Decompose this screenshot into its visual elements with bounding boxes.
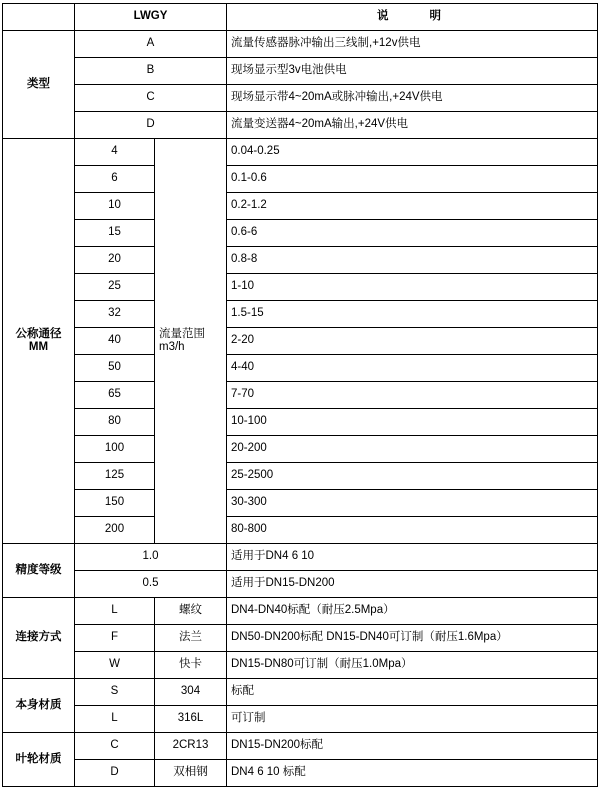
code-cell: B xyxy=(75,58,227,85)
table-row xyxy=(3,220,598,247)
desc-cell: 7-70 xyxy=(227,382,598,409)
table-row xyxy=(3,58,598,85)
mid-cell: 快卡 xyxy=(155,652,227,679)
table-row xyxy=(3,409,598,436)
table-row xyxy=(3,355,598,382)
desc-cell: 可订制 xyxy=(227,706,598,733)
code-cell: A xyxy=(75,31,227,58)
code-cell: S xyxy=(75,679,155,706)
code-cell: 150 xyxy=(75,490,155,517)
code-cell: 1.0 xyxy=(75,544,227,571)
mid-cell: 304 xyxy=(155,679,227,706)
row-label-impeller-material: 叶轮材质 xyxy=(3,733,75,787)
table-row xyxy=(3,571,598,598)
desc-cell: 0.8-8 xyxy=(227,247,598,274)
table-row xyxy=(3,652,598,679)
code-cell: 25 xyxy=(75,274,155,301)
desc-cell: DN50-DN200标配 DN15-DN40可订制（耐压1.6Mpa） xyxy=(227,625,598,652)
table-row xyxy=(3,706,598,733)
code-cell: 4 xyxy=(75,139,155,166)
desc-cell: 2-20 xyxy=(227,328,598,355)
code-cell: 40 xyxy=(75,328,155,355)
row-label-accuracy-class: 精度等级 xyxy=(3,544,75,598)
code-cell: C xyxy=(75,733,155,760)
desc-cell: 4-40 xyxy=(227,355,598,382)
table-row xyxy=(3,301,598,328)
table-row xyxy=(3,733,598,760)
table-row xyxy=(3,544,598,571)
desc-cell: 0.6-6 xyxy=(227,220,598,247)
header-model: LWGY xyxy=(75,4,227,31)
row-label-type: 类型 xyxy=(3,31,75,139)
header-blank xyxy=(3,4,75,31)
code-cell: D xyxy=(75,760,155,787)
code-cell: 0.5 xyxy=(75,571,227,598)
code-cell: 32 xyxy=(75,301,155,328)
desc-cell: 20-200 xyxy=(227,436,598,463)
table-row xyxy=(3,679,598,706)
mid-cell: 双相钢 xyxy=(155,760,227,787)
desc-cell: 适用于DN4 6 10 xyxy=(227,544,598,571)
desc-cell: 10-100 xyxy=(227,409,598,436)
table-row xyxy=(3,247,598,274)
code-cell: 10 xyxy=(75,193,155,220)
table-row xyxy=(3,382,598,409)
code-cell: 15 xyxy=(75,220,155,247)
desc-cell: 标配 xyxy=(227,679,598,706)
table-row xyxy=(3,274,598,301)
code-cell: C xyxy=(75,85,227,112)
mid-cell: 316L xyxy=(155,706,227,733)
desc-cell: 1-10 xyxy=(227,274,598,301)
table-row xyxy=(3,517,598,544)
table-row xyxy=(3,436,598,463)
desc-cell: 现场显示带4~20mA或脉冲输出,+24V供电 xyxy=(227,85,598,112)
row-label-connection-type: 连接方式 xyxy=(3,598,75,679)
table-row xyxy=(3,139,598,166)
table-row xyxy=(3,193,598,220)
desc-cell: DN15-DN200标配 xyxy=(227,733,598,760)
code-cell: 6 xyxy=(75,166,155,193)
desc-cell: 80-800 xyxy=(227,517,598,544)
table-row xyxy=(3,760,598,787)
table-row xyxy=(3,490,598,517)
desc-cell: 30-300 xyxy=(227,490,598,517)
table-row xyxy=(3,166,598,193)
mid-cell: 法兰 xyxy=(155,625,227,652)
desc-cell: 流量传感器脉冲输出三线制,+12v供电 xyxy=(227,31,598,58)
header-description: 说 明 xyxy=(227,4,598,31)
table-row xyxy=(3,598,598,625)
desc-cell: DN4-DN40标配（耐压2.5Mpa） xyxy=(227,598,598,625)
row-label-nominal-diameter: 公称通径 MM xyxy=(3,139,75,544)
code-cell: L xyxy=(75,706,155,733)
code-cell: W xyxy=(75,652,155,679)
code-cell: 100 xyxy=(75,436,155,463)
table-header-row xyxy=(3,4,598,31)
desc-cell: 1.5-15 xyxy=(227,301,598,328)
row-label-body-material: 本身材质 xyxy=(3,679,75,733)
table-row xyxy=(3,112,598,139)
table-row xyxy=(3,328,598,355)
code-cell: 80 xyxy=(75,409,155,436)
code-cell: 125 xyxy=(75,463,155,490)
code-cell: 50 xyxy=(75,355,155,382)
table-row xyxy=(3,625,598,652)
code-cell: F xyxy=(75,625,155,652)
code-cell: L xyxy=(75,598,155,625)
code-cell: 200 xyxy=(75,517,155,544)
desc-cell: 0.2-1.2 xyxy=(227,193,598,220)
code-cell: 65 xyxy=(75,382,155,409)
table-row xyxy=(3,31,598,58)
code-cell: D xyxy=(75,112,227,139)
mid-cell: 螺纹 xyxy=(155,598,227,625)
desc-cell: DN15-DN80可订制（耐压1.0Mpa） xyxy=(227,652,598,679)
flow-range-label: 流量范围 m3/h xyxy=(155,139,227,544)
specification-table xyxy=(2,3,598,787)
code-cell: 20 xyxy=(75,247,155,274)
desc-cell: DN4 6 10 标配 xyxy=(227,760,598,787)
desc-cell: 现场显示型3v电池供电 xyxy=(227,58,598,85)
table-row xyxy=(3,463,598,490)
mid-cell: 2CR13 xyxy=(155,733,227,760)
desc-cell: 0.1-0.6 xyxy=(227,166,598,193)
desc-cell: 0.04-0.25 xyxy=(227,139,598,166)
desc-cell: 适用于DN15-DN200 xyxy=(227,571,598,598)
desc-cell: 流量变送器4~20mA输出,+24V供电 xyxy=(227,112,598,139)
table-row xyxy=(3,85,598,112)
desc-cell: 25-2500 xyxy=(227,463,598,490)
